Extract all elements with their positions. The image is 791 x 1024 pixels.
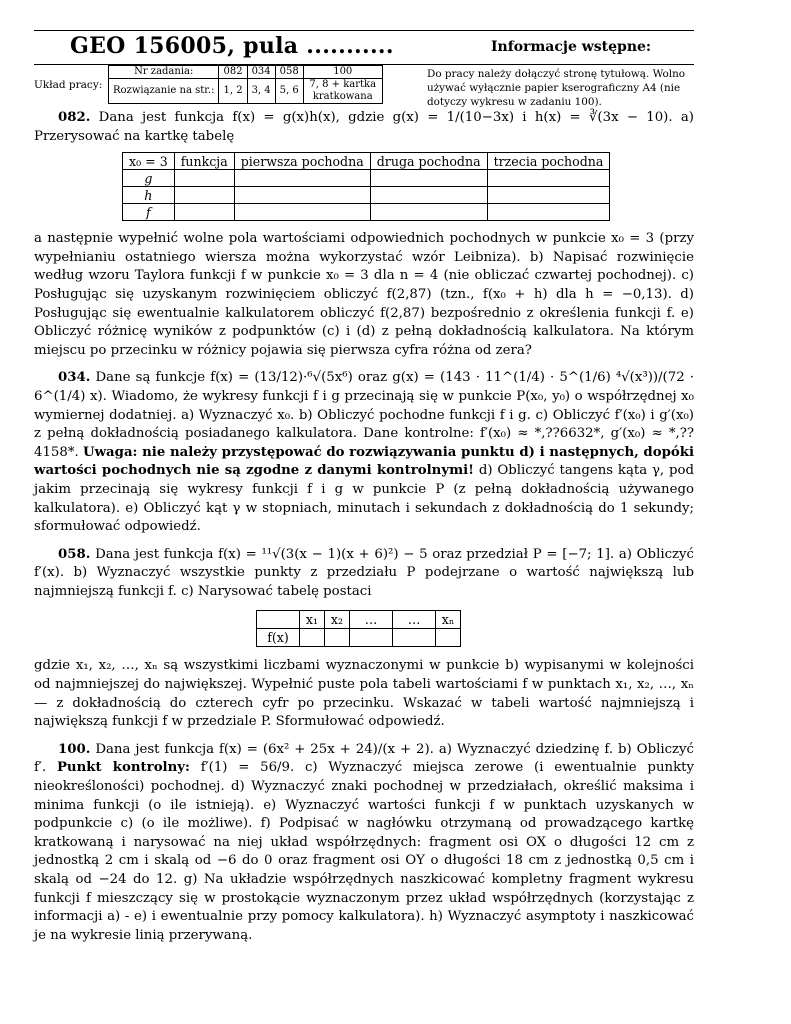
task-058-text: Dana jest funkcja f(x) = ¹¹√(3(x − 1)(x + 6)²) − 5 oraz przedział P = [−7; 1]. a) Obliczyć f′(x). b) Wyznaczyć wszystkie punkty z przedziału P podejrzane o wartość największą lub najmniejszą funkcji f. c) Narysować tabelę postaci: [34, 546, 694, 599]
table-header-cell: xₙ: [436, 611, 461, 629]
task-034-text: Dane są funkcje f(x) = (13/12)·⁶√(5x⁶) oraz g(x) = (143 · 11^(1/4) · 5^(1/6) ⁴√(x³))/(72 · 6^(1/4) x). Wiadomo, że wykresy funkcji f i g przecinają się w punkcie P(x₀, y₀) o współrzędnej x₀ wymiernej dodatniej. a) Wyznaczyć x₀. b) Obliczyć pochodne funkcji f i g. c) Obliczyć f′(x₀) i g′(x₀) z pełną dokładnością posiadanego kalkulatora. Dane kontrolne: f′(x₀) ≈ *,??6632*, g′(x₀) ≈ *,??4158*.: [34, 370, 694, 460]
info-heading: Informacje wstępne:: [491, 39, 652, 55]
task-100-checkpoint: Punkt kontrolny:: [56, 760, 190, 776]
task-034-warning: Uwaga: nie należy przystępować do rozwiązywania punktu d) i następnych, dopóki wartości pochodnych nie są zgodne z danymi kontrolnymi!: [34, 444, 694, 479]
task-number: 100: [303, 66, 382, 79]
table-header-cell: x₂: [325, 611, 350, 629]
table-header-cell: …: [350, 611, 393, 629]
task-pages: 7, 8 + kartka kratkowana: [303, 79, 382, 104]
sign-table: [256, 610, 461, 647]
task-034-number: 034.: [58, 370, 91, 386]
work-layout: [34, 65, 694, 109]
table-row: [123, 204, 610, 221]
task-pages: 3, 4: [247, 79, 275, 104]
row-label: f: [123, 204, 175, 221]
task-034: [34, 369, 694, 536]
exam-page: [34, 30, 694, 945]
exam-title: GEO 156005, pula ...........: [70, 33, 394, 59]
table-header-cell: druga pochodna: [370, 153, 487, 170]
table-header-cell: …: [393, 611, 436, 629]
instructions-note: Do pracy należy dołączyć stronę tytułową. Wolno używać wyłącznie papier kserograficzny A4 (nie dotyczy wykresu w zadaniu 100).: [427, 68, 686, 108]
table-row: [257, 629, 461, 647]
task-100-number: 100.: [58, 741, 91, 757]
layout-label: Układ pracy:: [34, 79, 103, 91]
task-pages: 5, 6: [275, 79, 303, 104]
task-number-head: Nr zadania:: [109, 66, 219, 79]
task-058: [34, 546, 694, 602]
task-082-text: Dana jest funkcja f(x) = g(x)h(x), gdzie g(x) = 1/(10−3x) i h(x) = ∛(3x − 10). a) Przerysować na kartkę tabelę: [34, 110, 694, 144]
table-header-cell: [257, 611, 300, 629]
task-082-number: 082.: [58, 110, 91, 125]
table-header-cell: funkcja: [174, 153, 234, 170]
task-number: 058: [275, 66, 303, 79]
derivatives-table: [122, 152, 610, 221]
table-header-cell: trzecia pochodna: [487, 153, 610, 170]
row-label: g: [123, 170, 175, 187]
table-header-cell: x₀ = 3: [123, 153, 175, 170]
task-pages: 1, 2: [219, 79, 247, 104]
task-058-text-2: gdzie x₁, x₂, …, xₙ są wszystkimi liczbami wyznaczonymi w punkcie b) wypisanymi w kolejności od najmniejszej do największej. Wypełnić puste pola tabeli wartościami f w punktach x₁, x₂, …, xₙ — z dokładnością do czterech cyfr po przecinku. Wskazać w tabeli wartość najmniejszą i największą funkcji f w przedziale P. Sformułować odpowiedź.: [34, 658, 694, 730]
task-082-intro: [34, 109, 694, 146]
task-number: 034: [247, 66, 275, 79]
row-label: f(x): [257, 629, 300, 647]
page-head: Rozwiązanie na str.:: [109, 79, 219, 104]
task-082-body: a następnie wypełnić wolne pola wartościami odpowiednich pochodnych w punkcie x₀ = 3 (przy wypełnianiu ostatniego wiersza można wykorzystać wzór Leibniza). b) Napisać rozwinięcie według wzoru Taylora funkcji f w punkcie x₀ = 3 dla n = 4 (nie obliczać czwartej pochodnej). c) Posługując się uzyskanym rozwinięciem obliczyć f(2,87) (tzn., f(x₀ + h) dla h = −0,13). d) Posługując się ewentualnie kalkulatorem obliczyć f(2,87) bezpośrednio z określenia funkcji f. e) Obliczyć różnicę wyników z podpunktów (c) i (d) z pełną dokładnością kalkulatora. Na którym miejscu po przecinku w różnicy pojawia się pierwsza cyfra różna od zera?: [34, 231, 694, 358]
table-row: [123, 187, 610, 204]
task-034-text-2: d) Obliczyć tangens kąta γ, pod jakim przecinają się wykresy funkcji f i g w punkcie P (z pełną dokładnością używanego kalkulatora). e) Obliczyć kąt γ w stopniach, minutach i sekundach z dokładnością do 1 sekundy; sformułować odpowiedź.: [34, 463, 694, 535]
layout-table: [108, 65, 383, 104]
table-header-cell: x₁: [300, 611, 325, 629]
task-number: 082: [219, 66, 247, 79]
task-100: [34, 741, 694, 946]
task-100-text-2: f′(1) = 56/9. c) Wyznaczyć miejsca zerowe (i ewentualnie punkty nieokreśloności) pochodnej. d) Wyznaczyć znaki pochodnej w przedziałach, określić maksima i minima funkcji (o ile istnieją). e) Wyznaczyć wartości funkcji f w punktach uzyskanych w podpunkcie c) (o ile możliwe). f) Podpisać w nagłówku otrzymaną od prowadzącego kartkę kratkowaną i narysować na niej układ współrzędnych: fragment osi OX o długości 12 cm z jednostką 2 cm i skalą od −6 do 0 oraz fragment osi OY o długości 18 cm z jednostką 0,5 cm i skalą od −24 do 12. g) Na układzie współrzędnych naszkicować kompletny fragment wykresu funkcji f mieszczący się w prostokącie wyznaczonym przez układ współrzędnych (korzystając z informacji a) - e) i ewentualnie przy pomocy kalkulatora). h) Wyznaczyć asymptoty i naszkicować je na wykresie linią przerywaną.: [34, 760, 694, 943]
exam-header: [34, 31, 694, 63]
table-row: [123, 170, 610, 187]
row-label: h: [123, 187, 175, 204]
task-058-number: 058.: [58, 546, 91, 562]
table-header-cell: pierwsza pochodna: [234, 153, 370, 170]
task-100-text: Dana jest funkcja f(x) = (6x² + 25x + 24)/(x + 2). a) Wyznaczyć dziedzinę f. b) Obliczyć f′.: [34, 741, 695, 776]
